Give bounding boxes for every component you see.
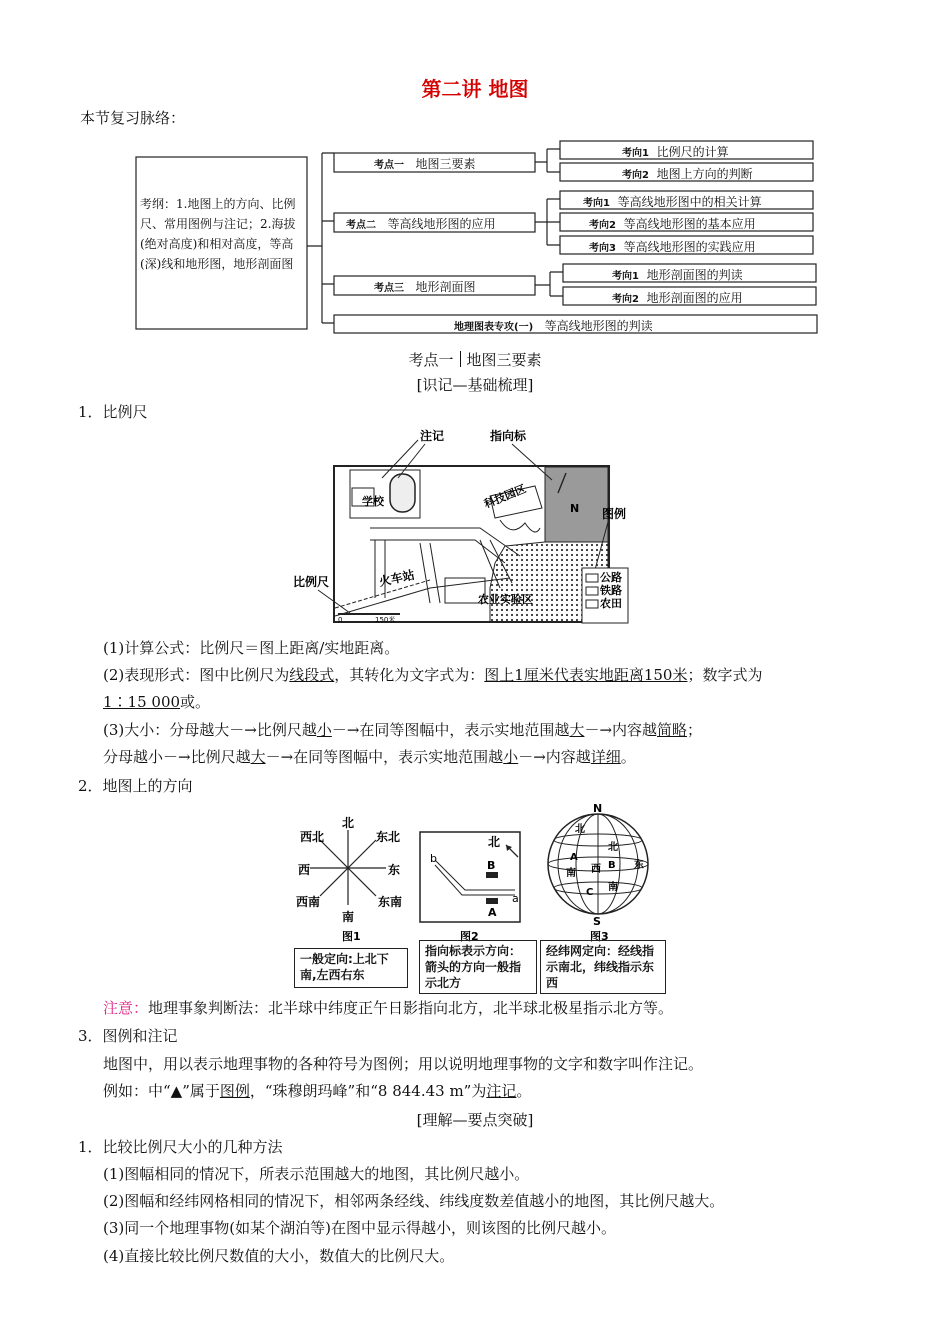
svg-text:A: A xyxy=(570,852,578,863)
svg-text:东: 东 xyxy=(388,863,401,877)
svg-text:东: 东 xyxy=(634,860,644,871)
p2-dir2: 考向2 等高线地形图的基本应用 xyxy=(589,217,756,231)
intro-text: 本节复习脉络： xyxy=(80,109,186,127)
scale-size-large: (3)大小：分母越大－→比例尺越小－→在同等图幅中，表示实地范围越大－→内容越简略； xyxy=(103,721,703,739)
svg-text:B: B xyxy=(487,859,496,872)
svg-text:西北: 西北 xyxy=(300,830,325,844)
fig2-note: 指向标表示方向：箭头的方向一般指示北方 xyxy=(419,940,537,994)
svg-text:A: A xyxy=(488,906,497,919)
heading-direction: 2．地图上的方向 xyxy=(78,777,193,795)
svg-text:图2: 图2 xyxy=(460,930,479,943)
svg-text:150米: 150米 xyxy=(375,616,396,624)
svg-text:铁路: 铁路 xyxy=(600,584,622,597)
svg-text:南: 南 xyxy=(342,910,355,924)
svg-text:南: 南 xyxy=(566,868,576,879)
special-label: 地理图表专攻(一) 等高线地形图的判读 xyxy=(454,319,653,333)
note-line: 注意：地理事象判断法：北半球中纬度正午日影指向北方，北半球北极星指示北方等。 xyxy=(103,999,674,1017)
svg-text:科技园区: 科技园区 xyxy=(482,482,528,511)
method-3: (3)同一个地理事物(如某个湖泊等)在图中显示得越小，则该图的比例尺越小。 xyxy=(103,1219,616,1237)
svg-text:N: N xyxy=(593,802,603,815)
svg-text:火车站: 火车站 xyxy=(377,567,416,589)
heading-compare: 1．比较比例尺大小的几种方法 xyxy=(78,1138,283,1156)
scale-forms-cont: 1∶15 000或。 xyxy=(103,693,211,711)
svg-text:东北: 东北 xyxy=(376,830,401,844)
scale-forms: (2)表现形式：图中比例尺为线段式，其转化为文字式为：图上1厘米代表实地距离150米；数字式为 xyxy=(103,666,763,684)
svg-text:北: 北 xyxy=(342,816,355,830)
sub-heading-understand: [理解—要点突破] xyxy=(416,1111,534,1129)
svg-text:北: 北 xyxy=(608,842,618,853)
heading-legend: 3．图例和注记 xyxy=(78,1027,178,1045)
scale-size-small: 分母越小－→比例尺越大－→在同等图幅中，表示实地范围越小－→内容越详细。 xyxy=(103,748,636,766)
section1-heading: 考点一 地图三要素 xyxy=(408,351,542,369)
sub-heading-memorize: [识记—基础梳理] xyxy=(416,376,534,394)
svg-text:北: 北 xyxy=(575,824,585,835)
svg-text:公路: 公路 xyxy=(600,571,622,584)
fig3-note: 经纬网定向：经线指示南北，纬线指示东西 xyxy=(540,940,666,994)
point2-label: 考点二 等高线地形图的应用 xyxy=(346,217,496,231)
syllabus-text: 考纲：1.地图上的方向、比例尺、常用图例与注记；2.海拔(绝对高度)和相对高度，等高(深)线和地形图，地形剖面图 xyxy=(140,197,296,271)
svg-text:西: 西 xyxy=(298,863,311,877)
svg-text:学校: 学校 xyxy=(362,495,384,508)
svg-text:b: b xyxy=(430,852,437,865)
point3-label: 考点三 地形剖面图 xyxy=(374,280,476,294)
svg-text:C: C xyxy=(586,887,594,898)
svg-text:S: S xyxy=(593,915,601,928)
p2-dir3: 考向3 等高线地形图的实践应用 xyxy=(589,240,756,254)
heading-scale: 1．比例尺 xyxy=(78,403,148,421)
svg-text:a: a xyxy=(512,892,519,905)
method-2: (2)图幅和经纬网格相同的情况下，相邻两条经线、纬线度数差值越小的地图，其比例尺越大。 xyxy=(103,1192,725,1210)
svg-text:指向标: 指向标 xyxy=(490,429,527,443)
svg-text:图3: 图3 xyxy=(590,930,609,943)
p3-dir2: 考向2 地形剖面图的应用 xyxy=(612,291,743,305)
direction-figures xyxy=(290,800,670,945)
method-4: (4)直接比较比例尺数值的大小，数值大的比例尺大。 xyxy=(103,1247,455,1265)
svg-text:农田: 农田 xyxy=(600,597,622,610)
svg-text:注记: 注记 xyxy=(420,429,445,443)
svg-text:0: 0 xyxy=(338,616,343,624)
svg-text:农业实验区: 农业实验区 xyxy=(478,593,533,606)
svg-text:西: 西 xyxy=(591,864,601,875)
p1-dir2: 考向2 地图上方向的判断 xyxy=(622,167,753,181)
map-scale-figure xyxy=(290,428,660,628)
fig1-note: 一般定向:上北下南,左西右东 xyxy=(294,948,408,988)
point1-label: 考点一 地图三要素 xyxy=(374,157,476,171)
method-1: (1)图幅相同的情况下，所表示范围越大的地图，其比例尺越小。 xyxy=(103,1165,530,1183)
svg-text:东南: 东南 xyxy=(378,895,403,909)
svg-text:南: 南 xyxy=(608,882,618,893)
p1-dir1: 考向1 比例尺的计算 xyxy=(622,145,729,159)
page-title: 第二讲 地图 xyxy=(421,77,529,101)
scale-formula: (1)计算公式：比例尺＝图上距离/实地距离。 xyxy=(103,639,400,657)
svg-text:图例: 图例 xyxy=(602,507,627,521)
svg-text:北: 北 xyxy=(488,835,501,849)
svg-text:比例尺: 比例尺 xyxy=(293,575,330,589)
svg-text:图1: 图1 xyxy=(342,930,361,943)
legend-example: 例如：中“▲”属于图例，“珠穆朗玛峰”和“8 844.43 m”为注记。 xyxy=(103,1082,532,1100)
legend-definition: 地图中，用以表示地理事物的各种符号为图例；用以说明地理事物的文字和数字叫作注记。 xyxy=(103,1055,704,1073)
svg-text:西南: 西南 xyxy=(296,895,321,909)
svg-text:B: B xyxy=(608,860,616,871)
svg-text:N: N xyxy=(570,502,580,515)
p3-dir1: 考向1 地形剖面图的判读 xyxy=(612,268,743,282)
p2-dir1: 考向1 等高线地形图中的相关计算 xyxy=(583,195,762,209)
